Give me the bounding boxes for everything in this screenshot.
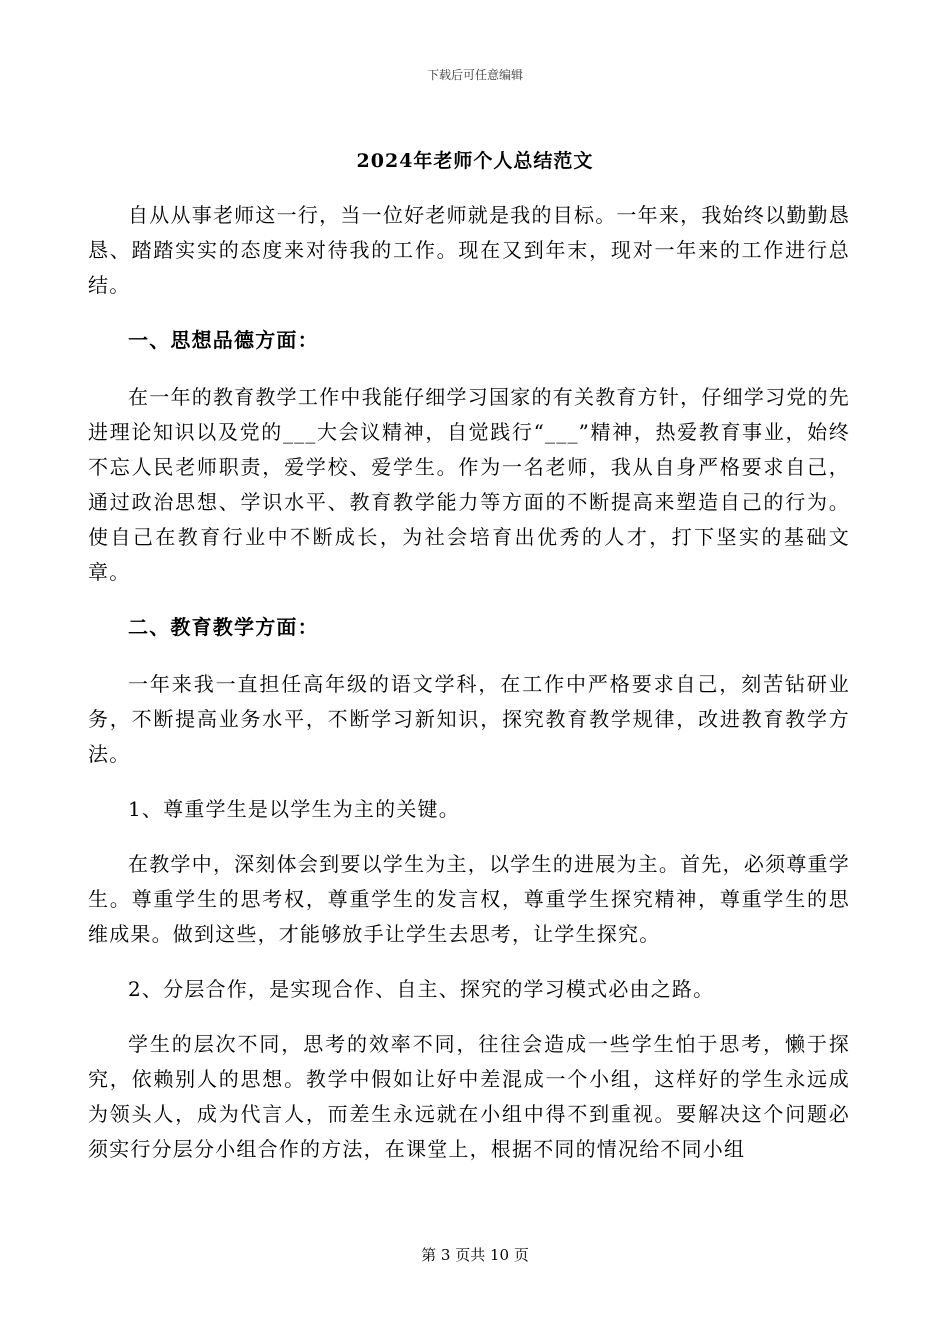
section-heading-1: 一、思想品德方面： (128, 328, 319, 352)
point-2-paragraph: 学生的层次不同，思考的效率不同，往往会造成一些学生怕于思考，懒于探究，依赖别人的思想。教学中假如让好中差混成一个小组，这样好的学生永远成为领头人，成为代言人，而差生永远就在小组中得不到重视。要解决这个问题必须实行分层分小组合作的方法，在课堂上，根据不同的情况给不同小组 (88, 1032, 850, 1161)
intro-paragraph: 自从从事老师这一行，当一位好老师就是我的目标。一年来，我始终以勤勤恳恳、踏踏实实的态度来对待我的工作。现在又到年末，现对一年来的工作进行总结。 (88, 203, 850, 297)
section-2-paragraph: 一年来我一直担任高年级的语文学科，在工作中严格要求自己，刻苦钻研业务，不断提高业务水平，不断学习新知识，探究教育教学规律，改进教育教学方法。 (88, 672, 850, 766)
point-2-heading: 2、分层合作，是实现合作、自主、探究的学习模式必由之路。 (128, 977, 715, 1001)
point-1-heading: 1、尊重学生是以学生为主的关键。 (128, 797, 460, 821)
page-header: 下载后可任意编辑 (426, 68, 523, 82)
document-title: 2024年老师个人总结范文 (356, 150, 594, 172)
document-body (88, 198, 850, 1187)
point-1-paragraph: 在教学中，深刻体会到要以学生为主，以学生的进展为主。首先，必须尊重学生。尊重学生的思考权，尊重学生的发言权，尊重学生探究精神，尊重学生的思维成果。做到这些，才能够放手让学生去思考，让学生探究。 (88, 852, 850, 946)
section-heading-2: 二、教育教学方面： (128, 615, 319, 639)
section-1-paragraph: 在一年的教育教学工作中我能仔细学习国家的有关教育方针，仔细学习党的先进理论知识以及党的___大会议精神，自觉践行“___”精神，热爱教育事业，始终不忘人民老师职责，爱学校、爱学生。作为一名老师，我从自身严格要求自己，通过政治思想、学识水平、教育教学能力等方面的不断提高来塑造自己的行为。使自己在教育行业中不断成长，为社会培育出优秀的人才，打下坚实的基础文章。 (88, 385, 850, 584)
page-number: 第 3 页共 10 页 (421, 1246, 529, 1264)
